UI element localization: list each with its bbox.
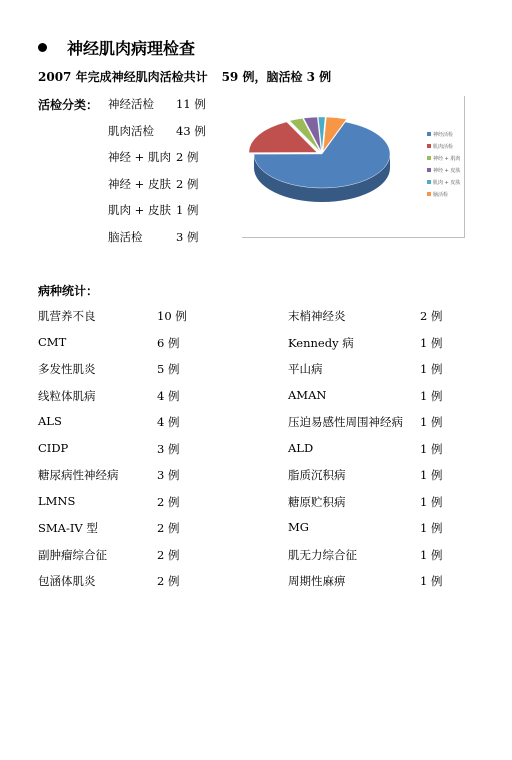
pie-chart (242, 96, 465, 238)
legend-label: 神经 + 皮肤 (433, 168, 461, 174)
disease-count: 2 例 (157, 521, 180, 535)
disease-name: 包涵体肌炎 (38, 574, 96, 588)
pie-chart-svg (242, 96, 465, 238)
summary-line (38, 68, 345, 85)
disease-count: 1 例 (420, 574, 443, 588)
category-name: 神经 + 肌肉 (108, 150, 171, 164)
disease-name: ALS (38, 414, 62, 428)
disease-count: 1 例 (420, 441, 443, 456)
category-row (108, 123, 206, 139)
legend-swatch (427, 168, 431, 172)
legend-label: 肌肉活检 (433, 144, 454, 150)
disease-name: CIDP (38, 440, 69, 455)
category-row (108, 96, 206, 112)
category-count: 2 例 (176, 150, 199, 164)
category-count: 3 例 (176, 229, 199, 244)
disease-name: SMA-IV 型 (38, 521, 98, 535)
heading-text: 神经肌肉病理检查 (67, 39, 196, 58)
disease-name: Kennedy 病 (288, 335, 354, 350)
category-row (108, 229, 198, 245)
disease-name: 周期性麻痹 (288, 574, 346, 588)
summary-year: 2007 年完成神经肌肉活检共计 (38, 70, 208, 84)
category-row (108, 149, 198, 165)
disease-count: 1 例 (420, 494, 443, 509)
legend-swatch (427, 144, 431, 148)
disease-count: 2 例 (157, 494, 180, 509)
disease-count: 5 例 (157, 362, 180, 376)
disease-name: 脂质沉积病 (288, 468, 346, 482)
legend-swatch (427, 132, 431, 136)
category-name: 神经活检 (108, 97, 154, 111)
disease-count: 1 例 (420, 521, 443, 535)
disease-count: 6 例 (157, 335, 180, 350)
category-name: 肌肉 + 皮肤 (108, 203, 171, 217)
disease-name: 压迫易感性周围神经病 (288, 415, 403, 429)
disease-name: 末梢神经炎 (288, 309, 346, 323)
disease-name: LMNS (38, 493, 76, 508)
category-row (108, 202, 198, 218)
disease-count: 3 例 (157, 468, 180, 482)
disease-name: 平山病 (288, 362, 323, 376)
category-name: 神经 + 皮肤 (108, 176, 171, 191)
disease-name: ALD (288, 440, 314, 455)
category-count: 2 例 (176, 176, 199, 191)
bullet-icon (38, 43, 47, 52)
disease-count: 1 例 (420, 335, 443, 350)
legend-label: 脑活检 (433, 192, 449, 198)
disease-name: AMAN (288, 387, 327, 402)
category-name: 脑活检 (108, 229, 143, 244)
category-count: 11 例 (176, 97, 206, 111)
disease-count: 10 例 (157, 309, 187, 323)
legend-swatch (427, 156, 431, 160)
legend-label: 神经活检 (433, 132, 454, 138)
disease-name: MG (288, 520, 309, 534)
legend-label: 肌肉 + 皮肤 (433, 180, 461, 186)
disease-name: CMT (38, 334, 67, 349)
disease-count: 4 例 (157, 388, 180, 403)
legend-swatch (427, 180, 431, 184)
disease-name: 肌营养不良 (38, 309, 96, 323)
disease-count: 1 例 (420, 388, 443, 403)
disease-name: 糖原贮积病 (288, 494, 346, 509)
disease-name: 多发性肌炎 (38, 362, 96, 376)
disease-count: 2 例 (157, 547, 180, 562)
legend-swatch (427, 192, 431, 196)
disease-count: 1 例 (420, 415, 443, 429)
legend-label: 神经 + 肌肉 (433, 156, 461, 162)
category-count: 1 例 (176, 203, 199, 217)
disease-count: 2 例 (420, 309, 443, 323)
disease-count: 1 例 (420, 547, 443, 562)
category-row (108, 176, 198, 192)
disease-name: 副肿瘤综合征 (38, 547, 107, 562)
disease-count: 3 例 (157, 441, 180, 456)
summary-total: 59 例，脑活检 3 例 (221, 70, 332, 84)
disease-name: 糖尿病性神经病 (38, 468, 119, 482)
diseases-label: 病种统计： (38, 284, 99, 298)
disease-count: 4 例 (157, 415, 180, 429)
disease-count: 2 例 (157, 574, 180, 588)
categories-label: 活检分类： (38, 98, 99, 112)
disease-name: 肌无力综合征 (288, 547, 357, 562)
disease-name: 线粒体肌病 (38, 388, 96, 403)
category-count: 43 例 (176, 123, 206, 138)
page-title (38, 36, 195, 59)
disease-count: 1 例 (420, 362, 443, 376)
disease-count: 1 例 (420, 468, 443, 482)
category-name: 肌肉活检 (108, 123, 154, 138)
